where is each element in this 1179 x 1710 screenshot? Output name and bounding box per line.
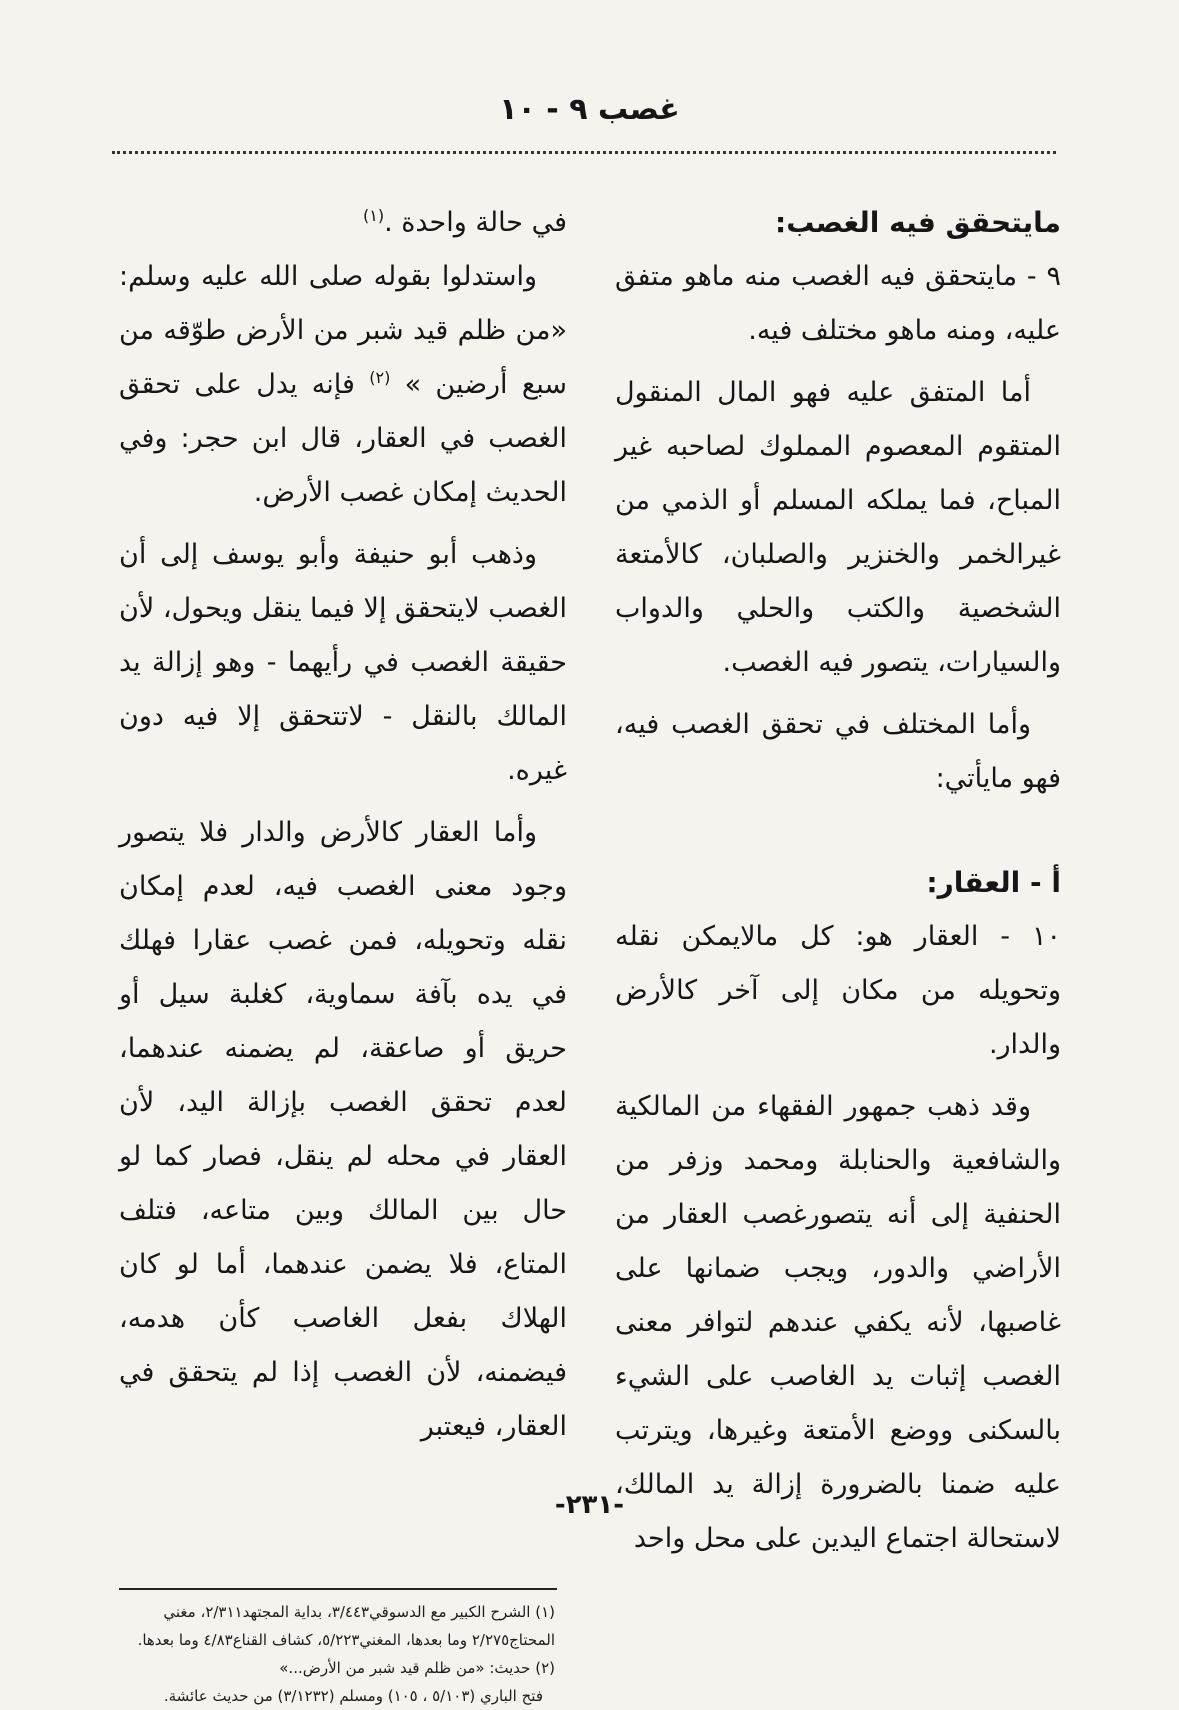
footnotes	[119, 1598, 555, 1710]
hadith-commentary: فإنه يدل على تحقق الغصب في العقار، قال ابن حجر: وفي الحديث إمكان غصب الأرض.	[119, 369, 567, 508]
paragraph-hanafi-view: وذهب أبو حنيفة وأبو يوسف إلى أن الغصب لايتحقق إلا فيما ينقل ويحول، لأن حقيقة الغصب في رأيهما - وهو إزالة يد المالك بالنقل - لاتتحقق إلا فيه دون غيره.	[119, 539, 567, 786]
paragraph-9: ٩ - مايتحقق فيه الغصب منه ماهو متفق عليه، ومنه ماهو مختلف فيه.	[615, 261, 1061, 346]
section-heading-ghasb-scope: مايتحقق فيه الغصب:	[775, 206, 1061, 239]
page-number: -٢٣١-	[554, 1490, 625, 1520]
paragraph-majority-view: وقد ذهب جمهور الفقهاء من المالكية والشافعية والحنابلة ومحمد وزفر من الحنفية إلى أنه يتصورغصب العقار من الأراضي والدور، ويجب ضمانها على غاصبها، لأنه يكفي عندهم لتوافر معنى الغصب إثبات يد الغاصب على الشيء بالسكنى ووضع الأمتعة وغيرها، ويترتب عليه ضمنا بالضرورة إزالة يد المالك، لاستحالة اجتماع اليدين على محل واحد	[615, 1091, 1061, 1554]
right-column	[615, 196, 1061, 1566]
paragraph-hadith-evidence	[119, 250, 567, 520]
paragraph-real-estate-hanafi: وأما العقار كالأرض والدار فلا يتصور وجود معنى الغصب فيه، لعدم إمكان نقله وتحويله، فمن غصب عقارا فهلك في يده بآفة سماوية، كغلبة سيل أو حريق أو صاعقة، لم يضمنه عندهما، لعدم تحقق الغصب بإزالة اليد، لأن العقار في محله لم ينقل، فصار كما لو حال بين المالك وبين متاعه، فتلف المتاع، فلا يضمن عندهما، أما لو كان الهلاك بفعل الغاصب كأن هدمه، فيضمنه، لأن الغصب إذا لم يتحقق في العقار، فيعتبر	[119, 817, 567, 1442]
paragraph-continuation	[119, 196, 567, 250]
paragraph-agreed: أما المتفق عليه فهو المال المنقول المتقوم المعصوم المملوك لصاحبه غير المباح، فما يملكه المسلم أو الذمي من غيرالخمر والخنزير والصلبان، كالأمتعة الشخصية والكتب والحلي والدواب والسيارات، يتصور فيه الغصب.	[615, 377, 1061, 678]
paragraph-disputed: وأما المختلف في تحقق الغصب فيه، فهو مايأتي:	[615, 709, 1061, 794]
footnote-2-source: فتح الباري (٥/١٠٣ ، ١٠٥) ومسلم (٣/١٢٣٢) من حديث عائشة.	[163, 1687, 543, 1705]
footnote-ref-1: (١)	[362, 206, 385, 225]
footnote-1: (١) الشرح الكبير مع الدسوقي٣/٤٤٣، بداية المجتهد٢/٣١١، مغني المحتاج٢/٢٧٥ وما بعدها، المغني٥/٢٢٣، كشاف القناع٤/٨٣ وما بعدها.	[137, 1603, 555, 1649]
section-heading-real-estate: أ - العقار:	[926, 866, 1061, 899]
hadith-text: واستدلوا بقوله صلى الله عليه وسلم: «من ظلم قيد شبر من الأرض طوّقه من سبع أرضين »	[119, 261, 567, 400]
paragraph-10: ١٠ - العقار هو: كل مالايمكن نقله وتحويله من مكان إلى آخر كالأرض والدار.	[615, 921, 1061, 1060]
left-column	[119, 196, 567, 1454]
header-dotted-rule	[112, 151, 1056, 154]
footnote-rule	[119, 1588, 557, 1590]
footnote-2: (٢) حديث: «من ظلم قيد شبر من الأرض...»	[279, 1659, 555, 1677]
page-header-title: غصب ٩ - ١٠	[499, 92, 680, 127]
footnote-ref-2: (٢)	[369, 368, 391, 387]
continuation-text: في حالة واحدة .	[384, 207, 567, 238]
